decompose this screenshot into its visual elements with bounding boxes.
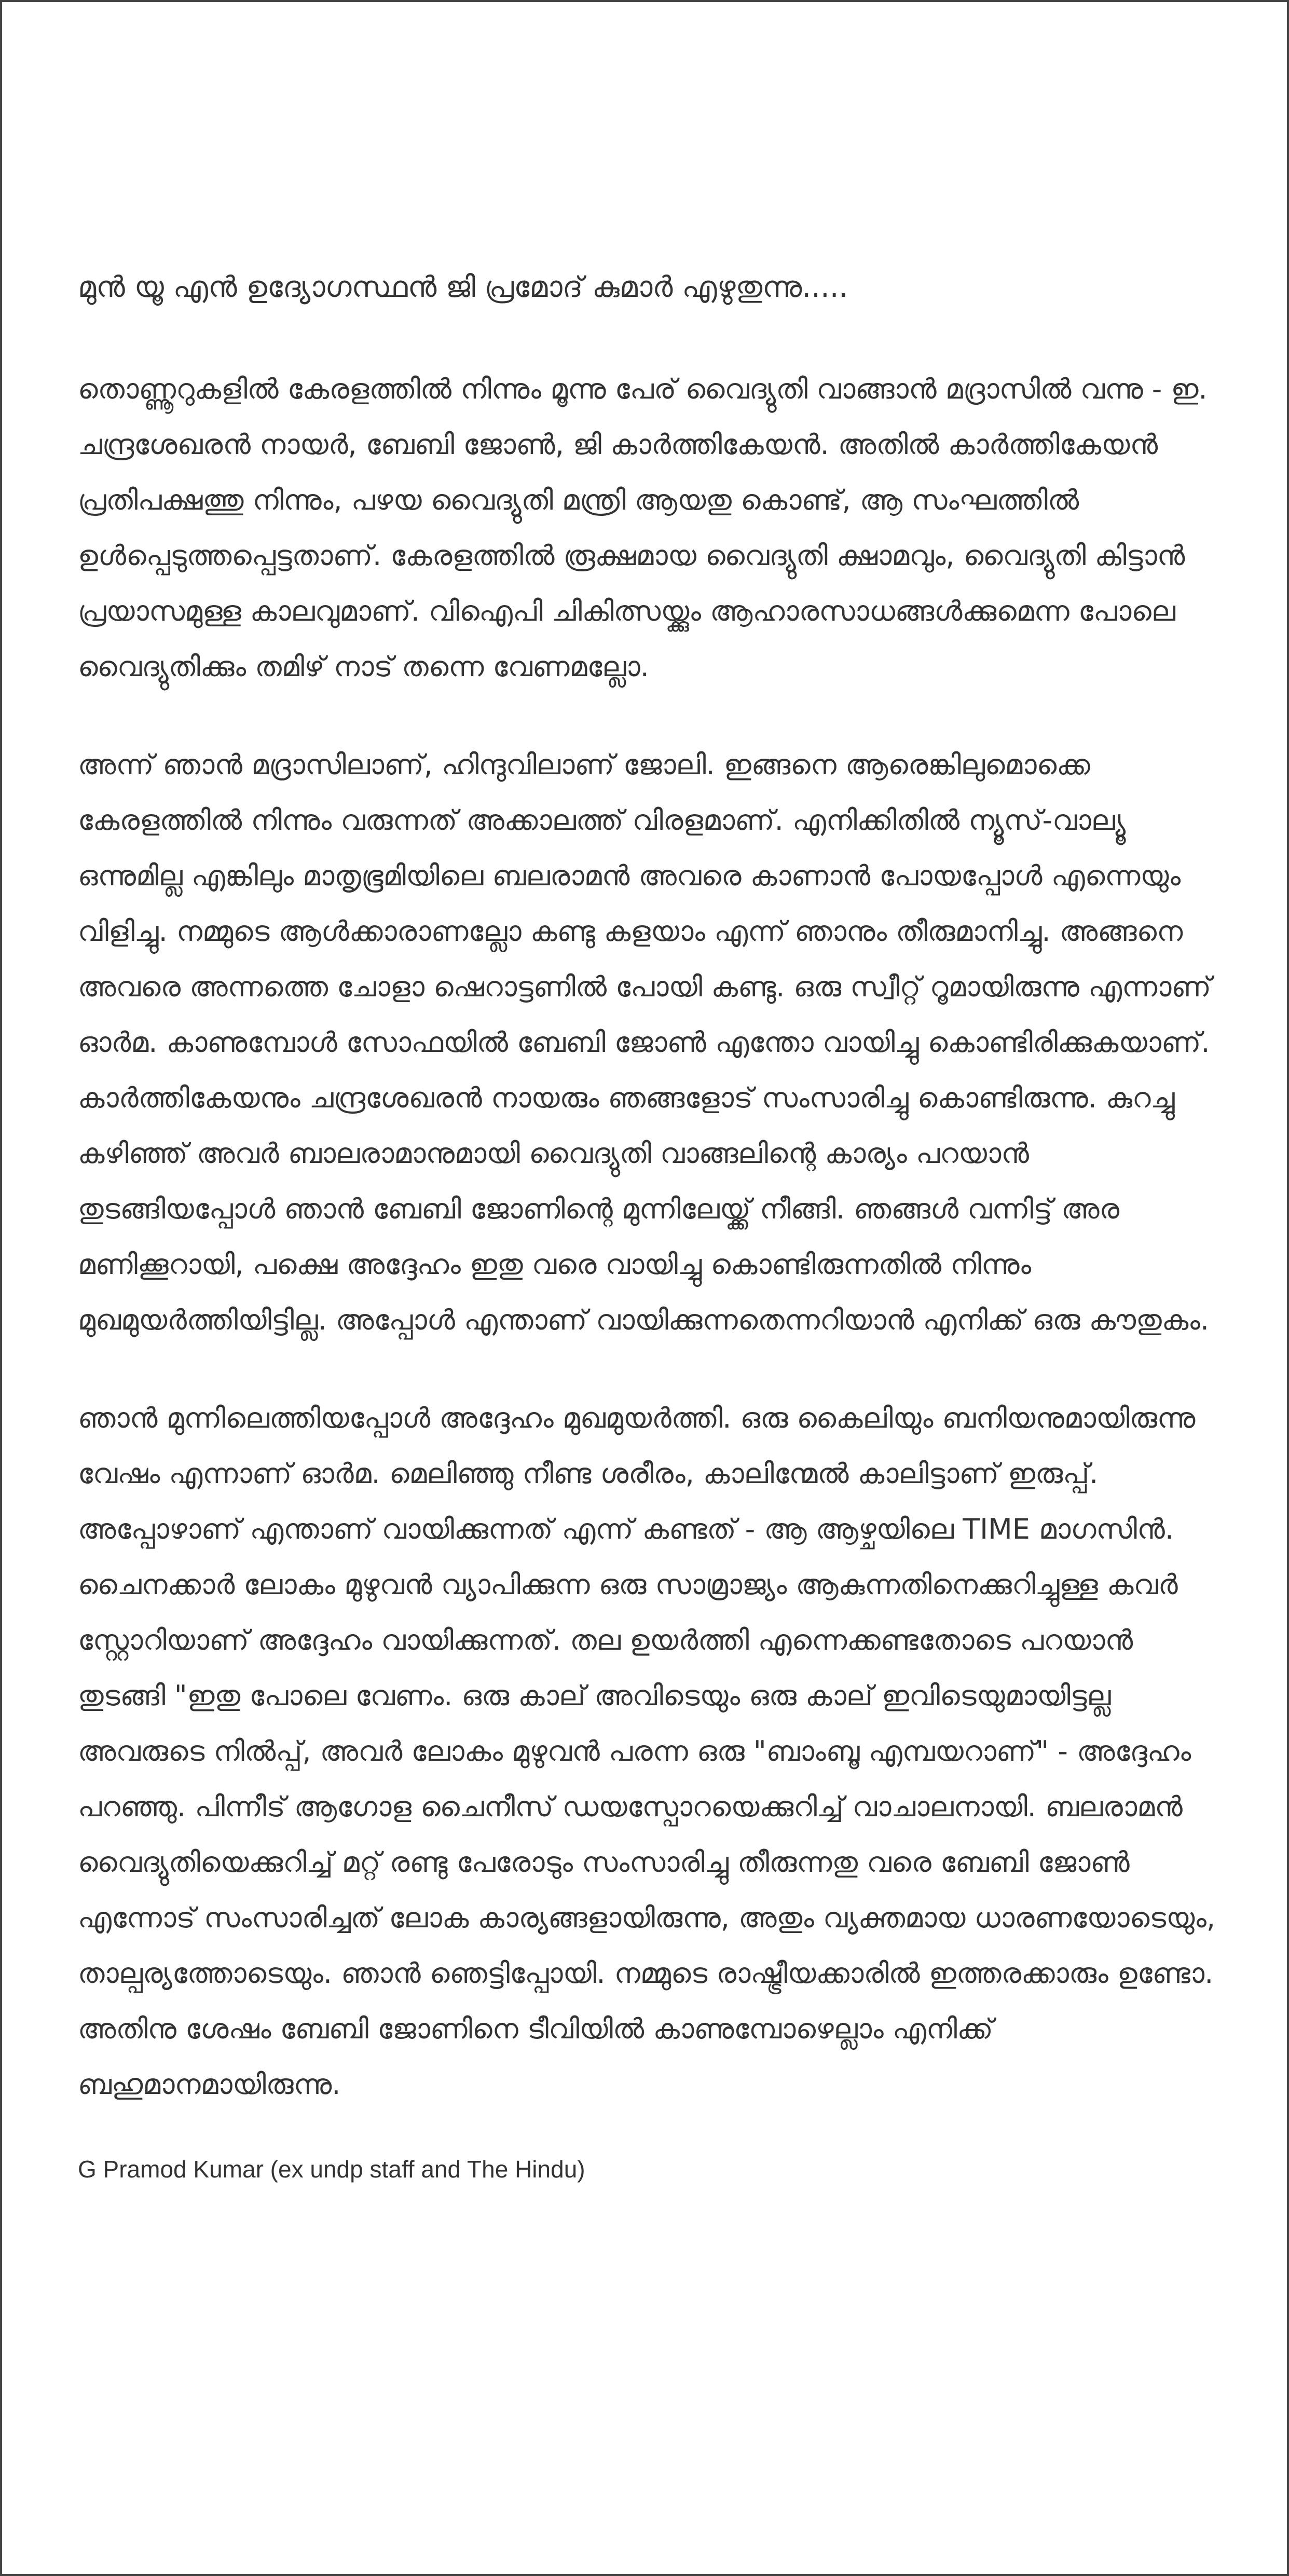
paragraph-3: ഞാൻ മുന്നിലെത്തിയപ്പോൾ അദ്ദേഹം മുഖമുയർത്തി. ഒരു കൈലിയും ബനിയനുമായിരുന്നു വേഷം എന്നാണ് ഓർമ. മെലിഞ്ഞു നീണ്ട ശരീരം, കാലിന്മേൽ കാലിട്ടാണ് ഇരുപ്പ്. അപ്പോഴാണ് എന്താണ് വായിക്കുന്നത് എന്ന് കണ്ടത് - ആ ആഴ്ചയിലെ TIME മാഗസിൻ. ചൈനക്കാർ ലോകം മുഴുവൻ വ്യാപിക്കുന്ന ഒരു സാമ്രാജ്യം ആകുന്നതിനെക്കുറിച്ചുള്ള കവർ സ്റ്റോറിയാണ് അദ്ദേഹം വായിക്കുന്നത്. തല ഉയർത്തി എന്നെക്കണ്ടതോടെ പറയാൻ തുടങ്ങി "ഇതു പോലെ വേണം. ഒരു കാല് അവിടെയും ഒരു കാല് ഇവിടെയുമായിട്ടല്ല അവരുടെ നിൽപ്പ്, അവർ ലോകം മുഴുവൻ പരന്ന ഒരു "ബാംബൂ എമ്പയറാണ്" - അദ്ദേഹം പറഞ്ഞു. പിന്നീട് ആഗോള ചൈനീസ് ഡയസ്പോറയെക്കുറിച്ച് വാചാലനായി. ബലരാമൻ വൈദ്യുതിയെക്കുറിച്ച് മറ്റ് രണ്ടു പേരോടും സംസാരിച്ചു തീരുന്നതു വരെ ബേബി ജോൺ എന്നോട് സംസാരിച്ചത് ലോക കാര്യങ്ങളായിരുന്നു, അതും വ്യക്തമായ ധാരണയോടെയും, താല്പര്യത്തോടെയും. ഞാൻ ഞെട്ടിപ്പോയി. നമ്മുടെ രാഷ്ട്രീയക്കാരിൽ ഇത്തരക്കാരും ഉണ്ടോ. അതിനു ശേഷം ബേബി ജോണിനെ ടീവിയിൽ കാണുമ്പോഴെല്ലാം എനിക്ക് ബഹുമാനമായിരുന്നു. [78, 1402, 1216, 2101]
paragraph-2: അന്ന് ഞാൻ മദ്രാസിലാണ്, ഹിന്ദുവിലാണ് ജോലി. ഇങ്ങനെ ആരെങ്കിലുമൊക്കെ കേരളത്തിൽ നിന്നും വരുന്നത് അക്കാലത്ത് വിരളമാണ്. എനിക്കിതിൽ ന്യൂസ്-വാല്യൂ ഒന്നുമില്ല എങ്കിലും മാതൃഭൂമിയിലെ ബലരാമൻ അവരെ കാണാൻ പോയപ്പോൾ എന്നെയും വിളിച്ചു. നമ്മുടെ ആൾക്കാരാണല്ലോ കണ്ടു കളയാം എന്ന് ഞാനും തീരുമാനിച്ചു. അങ്ങനെ അവരെ അന്നത്തെ ചോളാ ഷെറാട്ടണിൽ പോയി കണ്ടു. ഒരു സ്വീറ്റ് റൂമായിരുന്നു എന്നാണ് ഓർമ. കാണുമ്പോൾ സോഫയിൽ ബേബി ജോൺ എന്തോ വായിച്ചു കൊണ്ടിരിക്കുകയാണ്. കാർത്തികേയനും ചന്ദ്രശേഖരൻ നായരും ഞങ്ങളോട് സംസാരിച്ചു കൊണ്ടിരുന്നു. കുറച്ചു കഴിഞ്ഞ് അവർ ബാലരാമാനുമായി വൈദ്യുതി വാങ്ങലിന്റെ കാര്യം പറയാൻ തുടങ്ങിയപ്പോൾ ഞാൻ ബേബി ജോണിന്റെ മുന്നിലേയ്ക്ക് നീങ്ങി. ഞങ്ങൾ വന്നിട്ട് അര മണിക്കൂറായി, പക്ഷെ അദ്ദേഹം ഇതു വരെ വായിച്ചു കൊണ്ടിരുന്നതിൽ നിന്നും മുഖമുയർത്തിയിട്ടില്ല. അപ്പോൾ എന്താണ് വായിക്കുന്നതെന്നറിയാൻ എനിക്ക് ഒരു കൗതുകം. [78, 748, 1211, 1336]
paragraph-1: തൊണ്ണൂറുകളിൽ കേരളത്തിൽ നിന്നും മൂന്നു പേര് വൈദ്യുതി വാങ്ങാൻ മദ്രാസിൽ വന്നു - ഇ. ചന്ദ്രശേഖരൻ നായർ, ബേബി ജോൺ, ജി കാർത്തികേയൻ. അതിൽ കാർത്തികേയൻ പ്രതിപക്ഷത്തു നിന്നും, പഴയ വൈദ്യുതി മന്ത്രി ആയതു കൊണ്ട്, ആ സംഘത്തിൽ ഉൾപ്പെടുത്തപ്പെട്ടതാണ്. കേരളത്തിൽ രൂക്ഷമായ വൈദ്യുതി ക്ഷാമവും, വൈദ്യുതി കിട്ടാൻ പ്രയാസമുള്ള കാലവുമാണ്. വിഐപി ചികിത്സയ്ക്കും ആഹാരസാധങ്ങൾക്കുമെന്ന പോലെ വൈദ്യുതിക്കും തമിഴ് നാട് തന്നെ വേണമല്ലോ. [78, 373, 1208, 683]
article [78, 267, 1225, 2185]
author-byline: G Pramod Kumar (ex undp staff and The Hindu) [78, 2156, 585, 2183]
article-heading: മുൻ യൂ എൻ ഉദ്യോഗസ്ഥൻ ജി പ്രമോദ് കുമാർ എഴുതുന്നു..... [78, 270, 848, 304]
